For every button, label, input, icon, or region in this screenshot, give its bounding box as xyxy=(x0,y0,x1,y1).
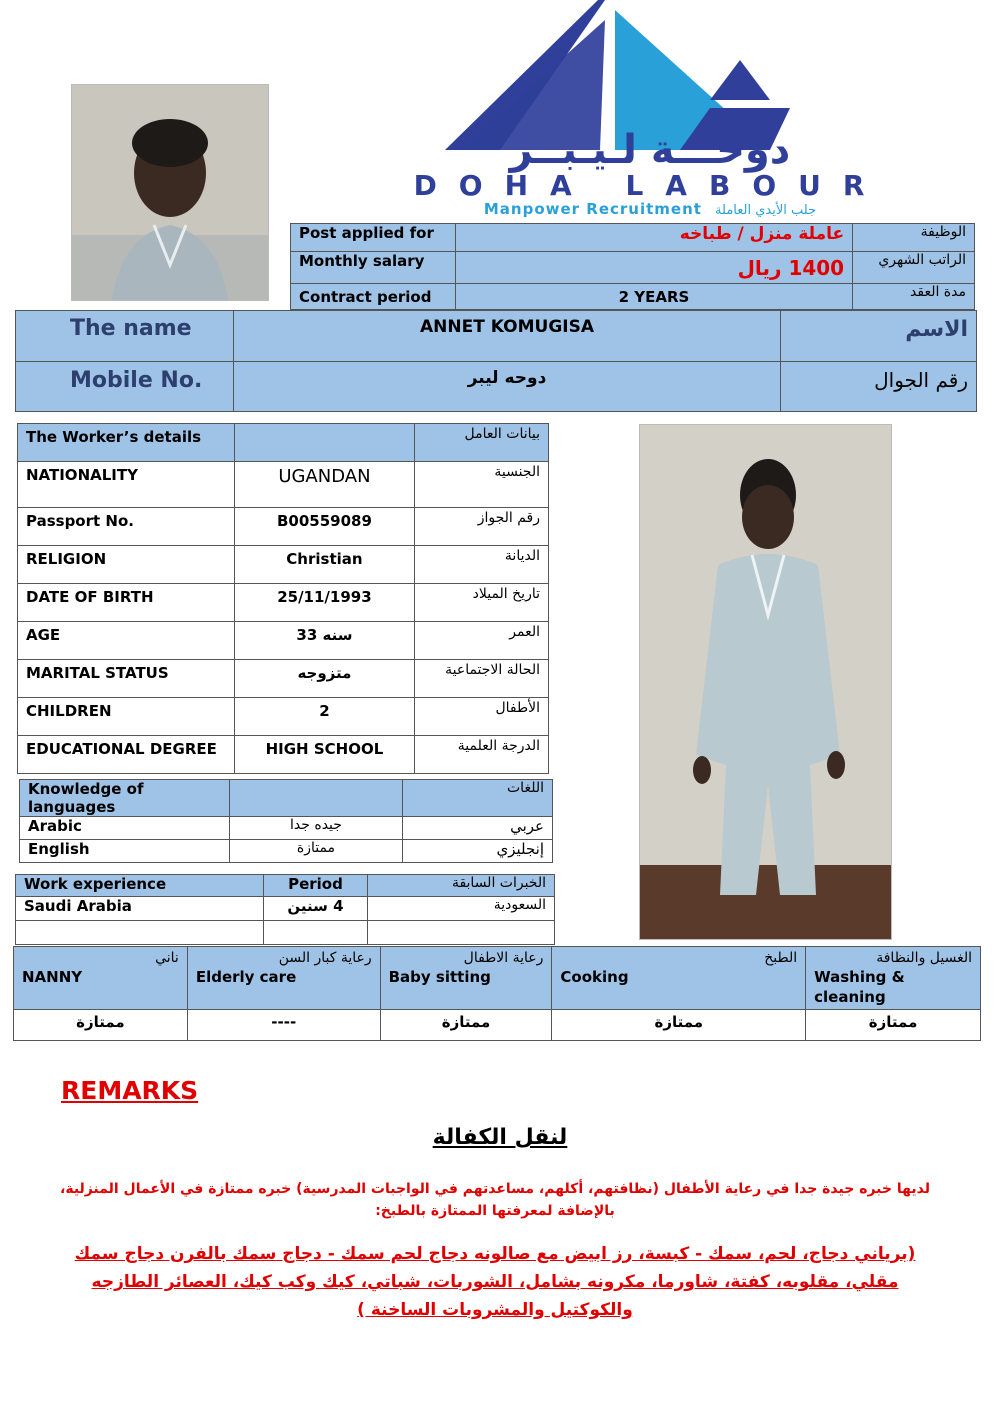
remarks-title: REMARKS xyxy=(61,1076,199,1105)
details-row xyxy=(18,584,549,622)
details-row xyxy=(18,622,549,660)
details-row xyxy=(18,698,549,736)
name-value: ANNET KOMUGISA xyxy=(233,311,780,362)
language-name: Arabic xyxy=(20,817,230,840)
experience-header-en: Work experience xyxy=(16,875,264,897)
logo-english-name: DOHA LABOUR xyxy=(413,169,887,202)
details-row-value: 25/11/1993 xyxy=(234,584,415,622)
languages-header-en: Knowledge of languages xyxy=(20,780,230,817)
salary-label-ar: الراتب الشهري xyxy=(853,252,975,284)
mobile-label: Mobile No. xyxy=(16,362,234,412)
details-row-label-ar: الحالة الاجتماعية xyxy=(415,660,549,698)
experience-header-period: Period xyxy=(263,875,368,897)
languages-table xyxy=(19,779,553,863)
language-name: English xyxy=(20,840,230,863)
skill-header xyxy=(187,947,380,1010)
details-row-label: MARITAL STATUS xyxy=(18,660,235,698)
skill-label-en: NANNY xyxy=(22,968,83,986)
experience-country-ar: السعودية xyxy=(368,897,555,921)
skill-value: ممتازة xyxy=(552,1010,806,1041)
company-logo xyxy=(350,0,950,220)
skill-label-ar: رعاية كبار السن xyxy=(278,950,372,966)
details-row-label-ar: الأطفال xyxy=(415,698,549,736)
details-row xyxy=(18,508,549,546)
skill-header xyxy=(14,947,188,1010)
details-row-label: EDUCATIONAL DEGREE xyxy=(18,736,235,774)
job-table xyxy=(290,223,975,310)
details-row-label-ar: الدرجة العلمية xyxy=(415,736,549,774)
details-row-value: Christian xyxy=(234,546,415,584)
name-label-ar: الاسم xyxy=(781,311,977,362)
details-row-value: HIGH SCHOOL xyxy=(234,736,415,774)
skill-label-en: Elderly care xyxy=(195,968,297,986)
language-level: جيده جدا xyxy=(229,817,403,840)
post-label: Post applied for xyxy=(291,224,456,252)
logo-arabic-name: دوحـــة لـيـبــر xyxy=(509,127,791,173)
experience-header-ar: الخبرات السابقة xyxy=(368,875,555,897)
details-row-value: UGANDAN xyxy=(234,462,415,508)
skill-header xyxy=(806,947,981,1010)
logo-tagline-ar: جلب الأيدي العاملة xyxy=(715,203,817,218)
language-name-ar: عربي xyxy=(403,817,553,840)
mobile-value: دوحه ليبر xyxy=(233,362,780,412)
details-row xyxy=(18,462,549,508)
skill-header xyxy=(552,947,806,1010)
skill-label-ar: ناني xyxy=(155,950,179,966)
details-row-value: B00559089 xyxy=(234,508,415,546)
identity-table xyxy=(15,310,977,412)
skill-header xyxy=(380,947,552,1010)
details-row-label: CHILDREN xyxy=(18,698,235,736)
details-row-label: DATE OF BIRTH xyxy=(18,584,235,622)
mobile-label-ar: رقم الجوال xyxy=(781,362,977,412)
details-row-label: AGE xyxy=(18,622,235,660)
details-row-label-ar: تاريخ الميلاد xyxy=(415,584,549,622)
skill-value: ممتازة xyxy=(14,1010,188,1041)
skill-value: ---- xyxy=(187,1010,380,1041)
language-row xyxy=(20,840,553,863)
details-header-ar: بيانات العامل xyxy=(415,424,549,462)
details-row xyxy=(18,660,549,698)
skill-value: ممتازة xyxy=(380,1010,552,1041)
remarks-dishes: (برياني دجاج، لحم، سمك - كبسة، رز ابيض مع صالونه دجاج لحم سمك - دجاج سمك بالفرن دجاج سمك مقلي، مقلوبه، كفتة، شاورما، مكرونه بشامل، الشوربات، شباتي، كيك وكب كيك، العصائر الطازجه والكوكتيل والمشروبات الساخنة ) xyxy=(74,1244,916,1320)
language-row xyxy=(20,817,553,840)
details-table xyxy=(17,423,549,774)
post-value: عاملة منزل / طباخه xyxy=(455,224,852,252)
name-label: The name xyxy=(16,311,234,362)
skill-label-ar: رعاية الاطفال xyxy=(463,950,544,966)
contract-label-ar: مدة العقد xyxy=(853,284,975,310)
post-label-ar: الوظيفة xyxy=(853,224,975,252)
skill-label-en: Baby sitting xyxy=(388,968,491,986)
languages-header-ar: اللغات xyxy=(403,780,553,817)
details-row-value: متزوجه xyxy=(234,660,415,698)
experience-country: Saudi Arabia xyxy=(16,897,264,921)
details-row xyxy=(18,736,549,774)
salary-value: 1400 ريال xyxy=(455,252,852,284)
skill-label-en: Washing & cleaning xyxy=(814,968,905,1006)
details-row-label: RELIGION xyxy=(18,546,235,584)
details-row-label-ar: رقم الجواز xyxy=(415,508,549,546)
salary-label: Monthly salary xyxy=(291,252,456,284)
remarks-paragraph: لديها خبره جيدة جدا في رعاية الأطفال (نظافتهم، أكلهم، مساعدتهم في الواجبات المدرسية) خبره ممتازة في الأعمال المنزلية، بالإضافة لمعرفتها الممتازة بالطبخ: xyxy=(60,1181,930,1219)
details-row-value: 33 سنه xyxy=(234,622,415,660)
language-level: ممتازة xyxy=(229,840,403,863)
skill-value: ممتازة xyxy=(806,1010,981,1041)
experience-period: 4 سنين xyxy=(263,897,368,921)
experience-row xyxy=(16,897,555,921)
skills-table xyxy=(13,946,981,1041)
details-row-value: 2 xyxy=(234,698,415,736)
portrait-photo xyxy=(71,84,269,301)
language-name-ar: إنجليزي xyxy=(403,840,553,863)
details-row-label-ar: العمر xyxy=(415,622,549,660)
skill-label-ar: الطبخ xyxy=(764,950,798,966)
remarks-heading: لنقل الكفالة xyxy=(432,1125,568,1150)
skill-label-en: Cooking xyxy=(560,968,629,986)
details-row-label: NATIONALITY xyxy=(18,462,235,508)
details-header-en: The Worker’s details xyxy=(18,424,235,462)
full-body-photo xyxy=(639,424,892,940)
details-row-label-ar: الجنسية xyxy=(415,462,549,508)
details-row xyxy=(18,546,549,584)
contract-label: Contract period xyxy=(291,284,456,310)
logo-tagline-en: Manpower Recruitment xyxy=(483,200,702,218)
contract-value: 2 YEARS xyxy=(455,284,852,310)
details-row-label: Passport No. xyxy=(18,508,235,546)
details-row-label-ar: الديانة xyxy=(415,546,549,584)
experience-table xyxy=(15,874,555,945)
skill-label-ar: الغسيل والنظافة xyxy=(876,950,972,966)
